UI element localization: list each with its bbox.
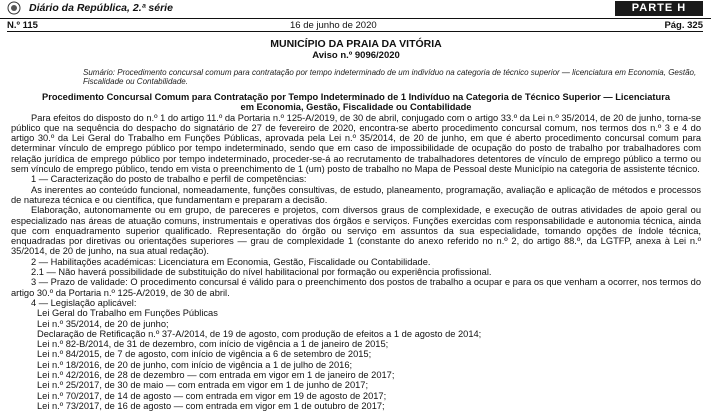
notice-body xyxy=(11,37,701,411)
section-2-1: 2.1 — Não haverá possibilidade de substituição do nível habilitacional por formação ou experiência profissional. xyxy=(31,267,492,278)
section-4: 4 — Legislação aplicável: xyxy=(31,297,137,308)
coat-of-arms-icon xyxy=(7,1,21,15)
issue-bar xyxy=(0,18,711,32)
divider xyxy=(7,31,703,32)
journal-header xyxy=(0,0,711,18)
law-item: Lei n.º 73/2017, de 16 de agosto — com entrada em vigor em 1 de outubro de 2017; xyxy=(37,400,385,411)
law-item: Lei n.º 35/2014, de 20 de junho; xyxy=(37,318,169,329)
intro-paragraph: Para efeitos do disposto do n.º 1 do artigo 11.º da Portaria n.º 125-A/2019, de 30 de abril, conjugado com o artigo 33.º da Lei n.º 35/2014, de 20 de junho, torna-se público que na sequência do despacho do signatário de 27 de fevereiro de 2020, encontra-se aberto procedimento concursal comum, nos termos dos n.º 3 e 4 do artigo 30.º da Lei Geral do Trabalho em Funções Públicas, aprovada pela Lei n.º 35/2014, de 20 de junho, em que é aberto procedimento concursal comum para determinar vínculo de emprego público por tempo indeterminado, sendo que em caso de impossibilidade de ocupação do posto de trabalho por trabalhadores com relação jurídica de emprego público por tempo indeterminado, proceder-se-á ao recrutamento de trabalhadores detentores de vínculo de emprego público a termo ou sem vínculo de emprego público, tendo em vista o preenchimento de 1 (um) posto de trabalho no Mapa de Pessoal deste Município na categoria de assistente técnico. xyxy=(11,112,701,175)
section-3: 3 — Prazo de validade: O procedimento concursal é válido para o preenchimento dos postos de trabalho a ocupar e para os que venham a ocorrer, nos termos do artigo 30.º da Portaria n.º 125-A/2019, de 30 de abril. xyxy=(11,277,701,298)
page-number: Pág. 325 xyxy=(664,20,703,31)
summary: Sumário: Procedimento concursal comum para contratação por tempo indeterminado de um indivíduo na categoria de técnico superior — licenciatura em Economia, Gestão, Fiscalidade ou Contabilidade. xyxy=(83,67,697,86)
section-2: 2 — Habilitações académicas: Licenciatura em Economia, Gestão, Fiscalidade ou Contabilidade. xyxy=(31,256,431,267)
section-1-text: As inerentes ao conteúdo funcional, nomeadamente, funções consultivas, de estudo, planeamento, programação, avaliação e aplicação de métodos e processos de natureza técnica e ou científica, que fundamentam e preparam a decisão. xyxy=(11,184,701,205)
law-item: Lei n.º 82-B/2014, de 31 de dezembro, com início de vigência a 1 de janeiro de 2015; xyxy=(37,339,389,350)
law-item: Lei n.º 18/2016, de 20 de junho, com início de vigência a 1 de julho de 2016; xyxy=(37,359,353,370)
issue-date: 16 de junho de 2020 xyxy=(290,20,377,31)
law-item: Lei n.º 25/2017, de 30 de maio — com entrada em vigor em 1 de junho de 2017; xyxy=(37,380,369,391)
law-item: Lei n.º 42/2016, de 28 de dezembro — com entrada em vigor em 1 de janeiro de 2017; xyxy=(37,370,395,381)
procedure-title: Procedimento Concursal Comum para Contratação por Tempo Indeterminado de 1 Indivíduo na Categoria de Técnico Superior — Licenciatura em Economia, Gestão, Fiscalidade ou Contabilidade xyxy=(42,92,670,113)
issue-number: N.º 115 xyxy=(7,20,38,31)
law-item: Declaração de Retificação n.º 37-A/2014, de 19 de agosto, com produção de efeitos a 1 de agosto de 2014; xyxy=(37,328,482,339)
municipality-title: MUNICÍPIO DA PRAIA DA VITÓRIA xyxy=(270,38,442,50)
section-1-title: 1 — Caracterização do posto de trabalho e perfil de competências: xyxy=(31,174,307,185)
law-item: Lei Geral do Trabalho em Funções Públicas xyxy=(37,308,218,319)
section-1-text-2: Elaboração, autonomamente ou em grupo, de pareceres e projetos, com diversos graus de complexidade, e execução de outras atividades de apoio geral ou especializado nas áreas de atuação comuns, instrumentais e operativas dos órgãos e serviços. Funções exercidas com responsabilidade e autonomia técnica, ainda que com enquadramento superior qualificado. Representação do órgão ou serviço em assuntos da sua especialidade, tomando opções de índole técnica, enquadradas por diretivas ou orientações superiores — grau de complexidade 1 (constante do anexo referido no n.º 2, do artigo 88.º, da LGTFP, anexa à Lei n.º 35/2014, de 20 de junho, na sua atual redação). xyxy=(11,205,701,257)
law-item: Lei n.º 70/2017, de 14 de agosto — com entrada em vigor em 19 de agosto de 2017; xyxy=(37,390,387,401)
aviso-number: Aviso n.º 9096/2020 xyxy=(312,50,400,62)
law-item: Lei n.º 84/2015, de 7 de agosto, com início de vigência a 6 de setembro de 2015; xyxy=(37,349,372,360)
part-label: PARTE H xyxy=(615,1,703,16)
journal-title: Diário da República, 2.ª série xyxy=(29,2,173,14)
